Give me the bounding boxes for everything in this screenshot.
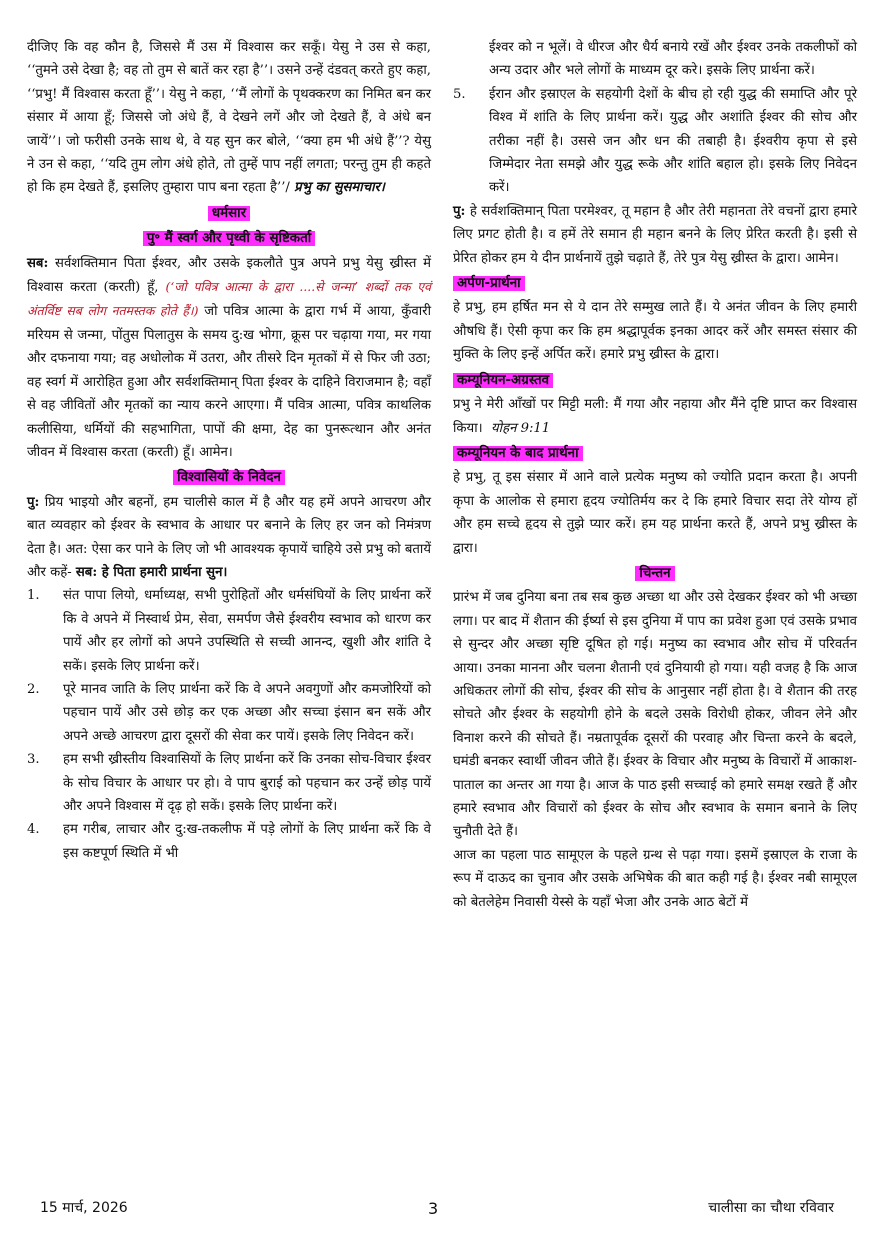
closing-prefix: पु:: [453, 203, 466, 219]
creed-text-a: सर्वशक्तिमान पिता ईश्वर, और उसके इकलौते पुत्र अपने प्रभु येसु ख्रीस्त में विश्वास करता (करती) हूँ,: [27, 255, 431, 296]
petition-number: 5.: [453, 86, 466, 102]
petition-text: पूरे मानव जाति के लिए प्रार्थना करें कि वे अपने अवगुणों और कमजोरियों को पहचान पायें और उसे छोड़ कर एक अच्छा और सच्चा इंसान बन सकें और अपने अच्छे आचरण द्वारा दूसरों की सेवा कर पायें। इसके लिए निवेदन करें।: [63, 681, 431, 744]
petition-text: संत पापा लियो, धर्माध्यक्ष, सभी पुरोहितों और धर्मसंघियों के लिए प्रार्थना करें कि वे अपने में निस्वार्थ प्रेम, सेवा, समर्पण जैसे ईश्वरीय स्वभाव को धारण कर पायें और हर लोगों को अपने उपस्थिति से सच्ची आनन्द, खुशी और शांति दे सकें। इसके लिए प्रार्थना करें।: [63, 588, 431, 674]
after-communion-heading-wrap: [453, 442, 857, 465]
creed-note: (‘जो पवित्र आत्मा के द्वारा ....से जन्मा’ शब्दों तक एवं अंतर्विष्ट सब लोग नतमस्तक होते हैं।): [27, 279, 431, 319]
petition-number: 4.: [27, 822, 40, 838]
faithful-intro-text: प्रिय भाइयो और बहनों, हम चालीसे काल में है और यह हमें अपने आचरण और बात व्यवहार को ईश्वर के स्वभाव के आधार पर बनाने के लिए हर जन को निमंत्रण देता है। अत: ऐसा कर पाने के लिए जो भी आवश्यक कृपायें चाहिये उसे प्रभु को बतायें और कहें-: [27, 494, 431, 580]
closing-text: हे सर्वशक्तिमान् पिता परमेश्वर, तू महान है और तेरी महानता तेरे वचनों द्वारा हमारे लिए प्रगट होती है। व हमें तेरे समान ही महान बनने के लिए प्रेरित करती है। इसी से प्रेरित होकर हम ये दीन प्रार्थनायें तुझे चढ़ाते हैं, तेरे पुत्र येसु ख्रीस्त के द्वारा। आमेन।: [453, 203, 857, 266]
reflection-heading: चिन्तन: [635, 566, 674, 581]
petition-item: [27, 748, 431, 818]
petition-item: [453, 83, 857, 200]
petition-item: [453, 36, 857, 83]
faithful-intro: [27, 491, 431, 585]
footer-date: 15 मार्च, 2026: [40, 1200, 128, 1216]
petition-number: 3.: [27, 752, 40, 768]
petition-number: 1.: [27, 588, 40, 604]
reflection-paragraph-2: आज का पहला पाठ सामूएल के पहले ग्रन्थ से पढ़ा गया। इसमें इस्राएल के राजा के रूप में दाऊद का चुनाव और उसके अभिषेक की बात कही गई है। ईश्वर नबी सामूएल को बेतलेहेम निवासी येस्से के यहाँ भेजा और उनके आठ बेटों में: [453, 847, 857, 910]
offering-heading-wrap: [453, 272, 857, 295]
faithful-response: सब: हे पिता हमारी प्रार्थना सुन।: [75, 564, 228, 580]
communion-antiphon: [453, 393, 857, 440]
reflection-paragraph-1: प्रारंभ में जब दुनिया बना तब सब कुछ अच्छा था और उसे देखकर ईश्वर को भी अच्छा लगा। पर बाद में शैतान की ईर्ष्या से इस दुनिया में पाप का प्रवेश हुआ एवं उसके प्रभाव से सुन्दर और अच्छा सृष्टि दूषित हो गई। मनुष्य का स्वभाव और सोच में परिवर्तन आया। उनका मानना और चलना शैतानी एवं दुनियायी हो गया। यही वजह है कि आज अधिकतर लोगों की सोच, ईश्वर की सोच के आनुसार नहीं होता है। वे शैतान की तरह सोचते और ईश्वर के सहयोगी होने के बदले उसके विरोधी होकर, जीवन लेने और विनाश करने की सोचते हैं। नम्रतापूर्वक दूसरों की परवाह और चिन्ता करने के बदले, घमंडी बनकर स्वार्थी जीवन जीते हैं। ईश्वर के विचार और मनुष्य के विचारों में आकाश-पाताल का अन्तर आ गया है। आज के पाठ इसी सच्चाई को हमारे समक्ष रखते हैं और हमारे स्वभाव और विचारों को ईश्वर के सोच और स्वभाव के समान बनाने के लिए चुनौती देते हैं।: [453, 590, 857, 840]
petition-item: [27, 818, 431, 865]
communion-text: प्रभु ने मेरी आँखों पर मिट्टी मली: मैं गया और नहाया और मैंने दृष्टि प्राप्त कर विश्वास किया।: [453, 397, 857, 436]
page-number: 3: [428, 1199, 439, 1218]
petition-4-continued: ईश्वर को न भूलें। वे धीरज और धैर्य बनाये रखें और ईश्वर उनके तकलीफों को अन्य उदार और भले लोगों के माध्यम दूर करे। इसके लिए प्रार्थना करें।: [489, 40, 857, 79]
gospel-passage: [27, 36, 431, 200]
gospel-acclamation: प्रभु का सुसमाचार।: [294, 180, 385, 196]
communion-heading-wrap: [453, 369, 857, 392]
right-column: [453, 36, 857, 914]
reflection-heading-wrap: [453, 562, 857, 585]
petition-item: [27, 584, 431, 678]
faithful-heading: विश्वासियों के निवेदन: [173, 470, 285, 485]
petition-list: [27, 584, 431, 865]
creed-prefix: सब:: [27, 255, 49, 271]
after-communion-prayer: हे प्रभु, तू इस संसार में आने वाले प्रत्येक मनुष्य को ज्योति प्रदान करता है। अपनी कृपा के आलोक से हमारा हृदय ज्योतिर्मय कर दे कि हमारे विचार सदा तेरे योग्य हों और हम सच्चे हृदय से तुझे प्यार करें। हम यह प्रार्थना करते हैं, अपने प्रभु ख्रीस्त के द्वारा।: [453, 470, 857, 556]
communion-heading: कम्यूनियन-अग्रस्तव: [453, 373, 553, 388]
faithful-prefix: पु:: [27, 494, 40, 510]
petition-item: [27, 678, 431, 748]
creed-text: [27, 252, 431, 465]
offering-prayer: हे प्रभु, हम हर्षित मन से ये दान तेरे सम्मुख लाते हैं। ये अनंत जीवन के लिए हमारी औषधि हैं। ऐसी कृपा कर कि हम श्रद्धापूर्वक इनका आदर करें और समस्त संसार की मुक्ति के लिए इन्हें अर्पित करें। हमारे प्रभु ख्रीस्त के द्वारा।: [453, 300, 857, 363]
communion-reference: योहन 9:11: [491, 420, 551, 436]
gospel-text: दीजिए कि वह कौन है, जिससे मैं उस में विश्वास कर सकूँ। येसु ने उस से कहा, ‘‘तुमने उसे देखा है; वह तो तुम से बातें कर रहा है’’। उसने उन्हें दंडवत् करते हुए कहा, ‘‘प्रभु! मैं विश्वास करता हूँ’’। येसु ने कहा, ‘‘मैं लोगों के पृथक्करण का निमित बन कर संसार में आया हूँ; जिससे जो अंधे हैं, वे देखने लगें और जो देखते हैं, वे अंधे बन जायें’’। जो फरीसी उनके साथ थे, वे यह सुन कर बोले, ‘‘क्या हम भी अंधे हैं’’? येसु ने उन से कहा, ‘‘यदि तुम लोग अंधे होते, तो तुम्हें पाप नहीं लगता; परन्तु तुम ही कहते हो कि हम देखते हैं, इसलिए तुम्हारा पाप बना रहता है’’/: [27, 40, 431, 196]
after-communion-heading: कम्यूनियन के बाद प्रार्थना: [453, 446, 583, 461]
petition-number: 2.: [27, 681, 40, 697]
creed-text-b: जो पवित्र आत्मा के द्वारा गर्भ में आया, कुँवारी मरियम से जन्मा, पोंतुस पिलातुस के समय दु:ख भोगा, क्रूस पर चढ़ाया गया, मर गया और दफनाया गया; वह अधोलोक में उतरा, और तीसरे दिन मृतकों में से फिर जी उठा; वह स्वर्ग में आरोहित हुआ और सर्वशक्तिमान् पिता ईश्वर के दाहिने विराजमान है; वहाँ से वह जीवितों और मृतकों का न्याय करने आएगा। मैं पवित्र आत्मा, पवित्र काथलिक कलीसिया, धर्मियों की सहभागिता, पापों की क्षमा, देह का पुनरूत्थान और अनंत जीवन में विश्वास करता (करती) हूँ। आमेन।: [27, 304, 431, 460]
petition-text: हम सभी ख्रीस्तीय विश्वासियों के लिए प्रार्थना करें कि उनका सोच-विचार ईश्वर के सोच विचार के आधार पर हो। वे पाप बुराई को पहचान कर उन्हें छोड़ पायें और अपने विश्वास में दृढ़ हो सकें। इसके लिए प्रार्थना करें।: [63, 752, 431, 814]
petition-text: हम गरीब, लाचार और दु:ख-तकलीफ में पड़े लोगों के लिए प्रार्थना करें कि वे इस कष्टपूर्ण स्थिति में भी: [63, 822, 431, 861]
closing-prayer: [453, 200, 857, 270]
petition-list-cont: [453, 36, 857, 200]
creed-question: पु॰ मैं स्वर्ग और पृथ्वी के सृष्टिकर्ता: [143, 231, 315, 246]
offering-heading: अर्पण-प्रार्थना: [453, 276, 525, 291]
page-footer: [0, 1197, 878, 1223]
faithful-heading-wrap: [27, 466, 431, 489]
creed-heading-wrap: [27, 202, 431, 225]
left-column: [27, 36, 431, 865]
creed-question-wrap: [27, 227, 431, 250]
creed-heading: धर्मसार: [208, 206, 250, 221]
petition-text: ईरान और इस्राएल के सहयोगी देशों के बीच हो रही युद्ध की समाप्ति और पूरे विश्व में शांति के लिए प्रार्थना करें। युद्ध और अशांति ईश्वर की सोच और तरीका नहीं है। उससे जन और धन की तबाही है। ईश्वरीय कृपा से इसे जिम्मेदार नेता समझे और युद्ध रूके और शांति बहाल हो। इसके लिए निवेदन करें।: [489, 86, 857, 196]
footer-sunday: चालीसा का चौथा रविवार: [708, 1200, 834, 1216]
